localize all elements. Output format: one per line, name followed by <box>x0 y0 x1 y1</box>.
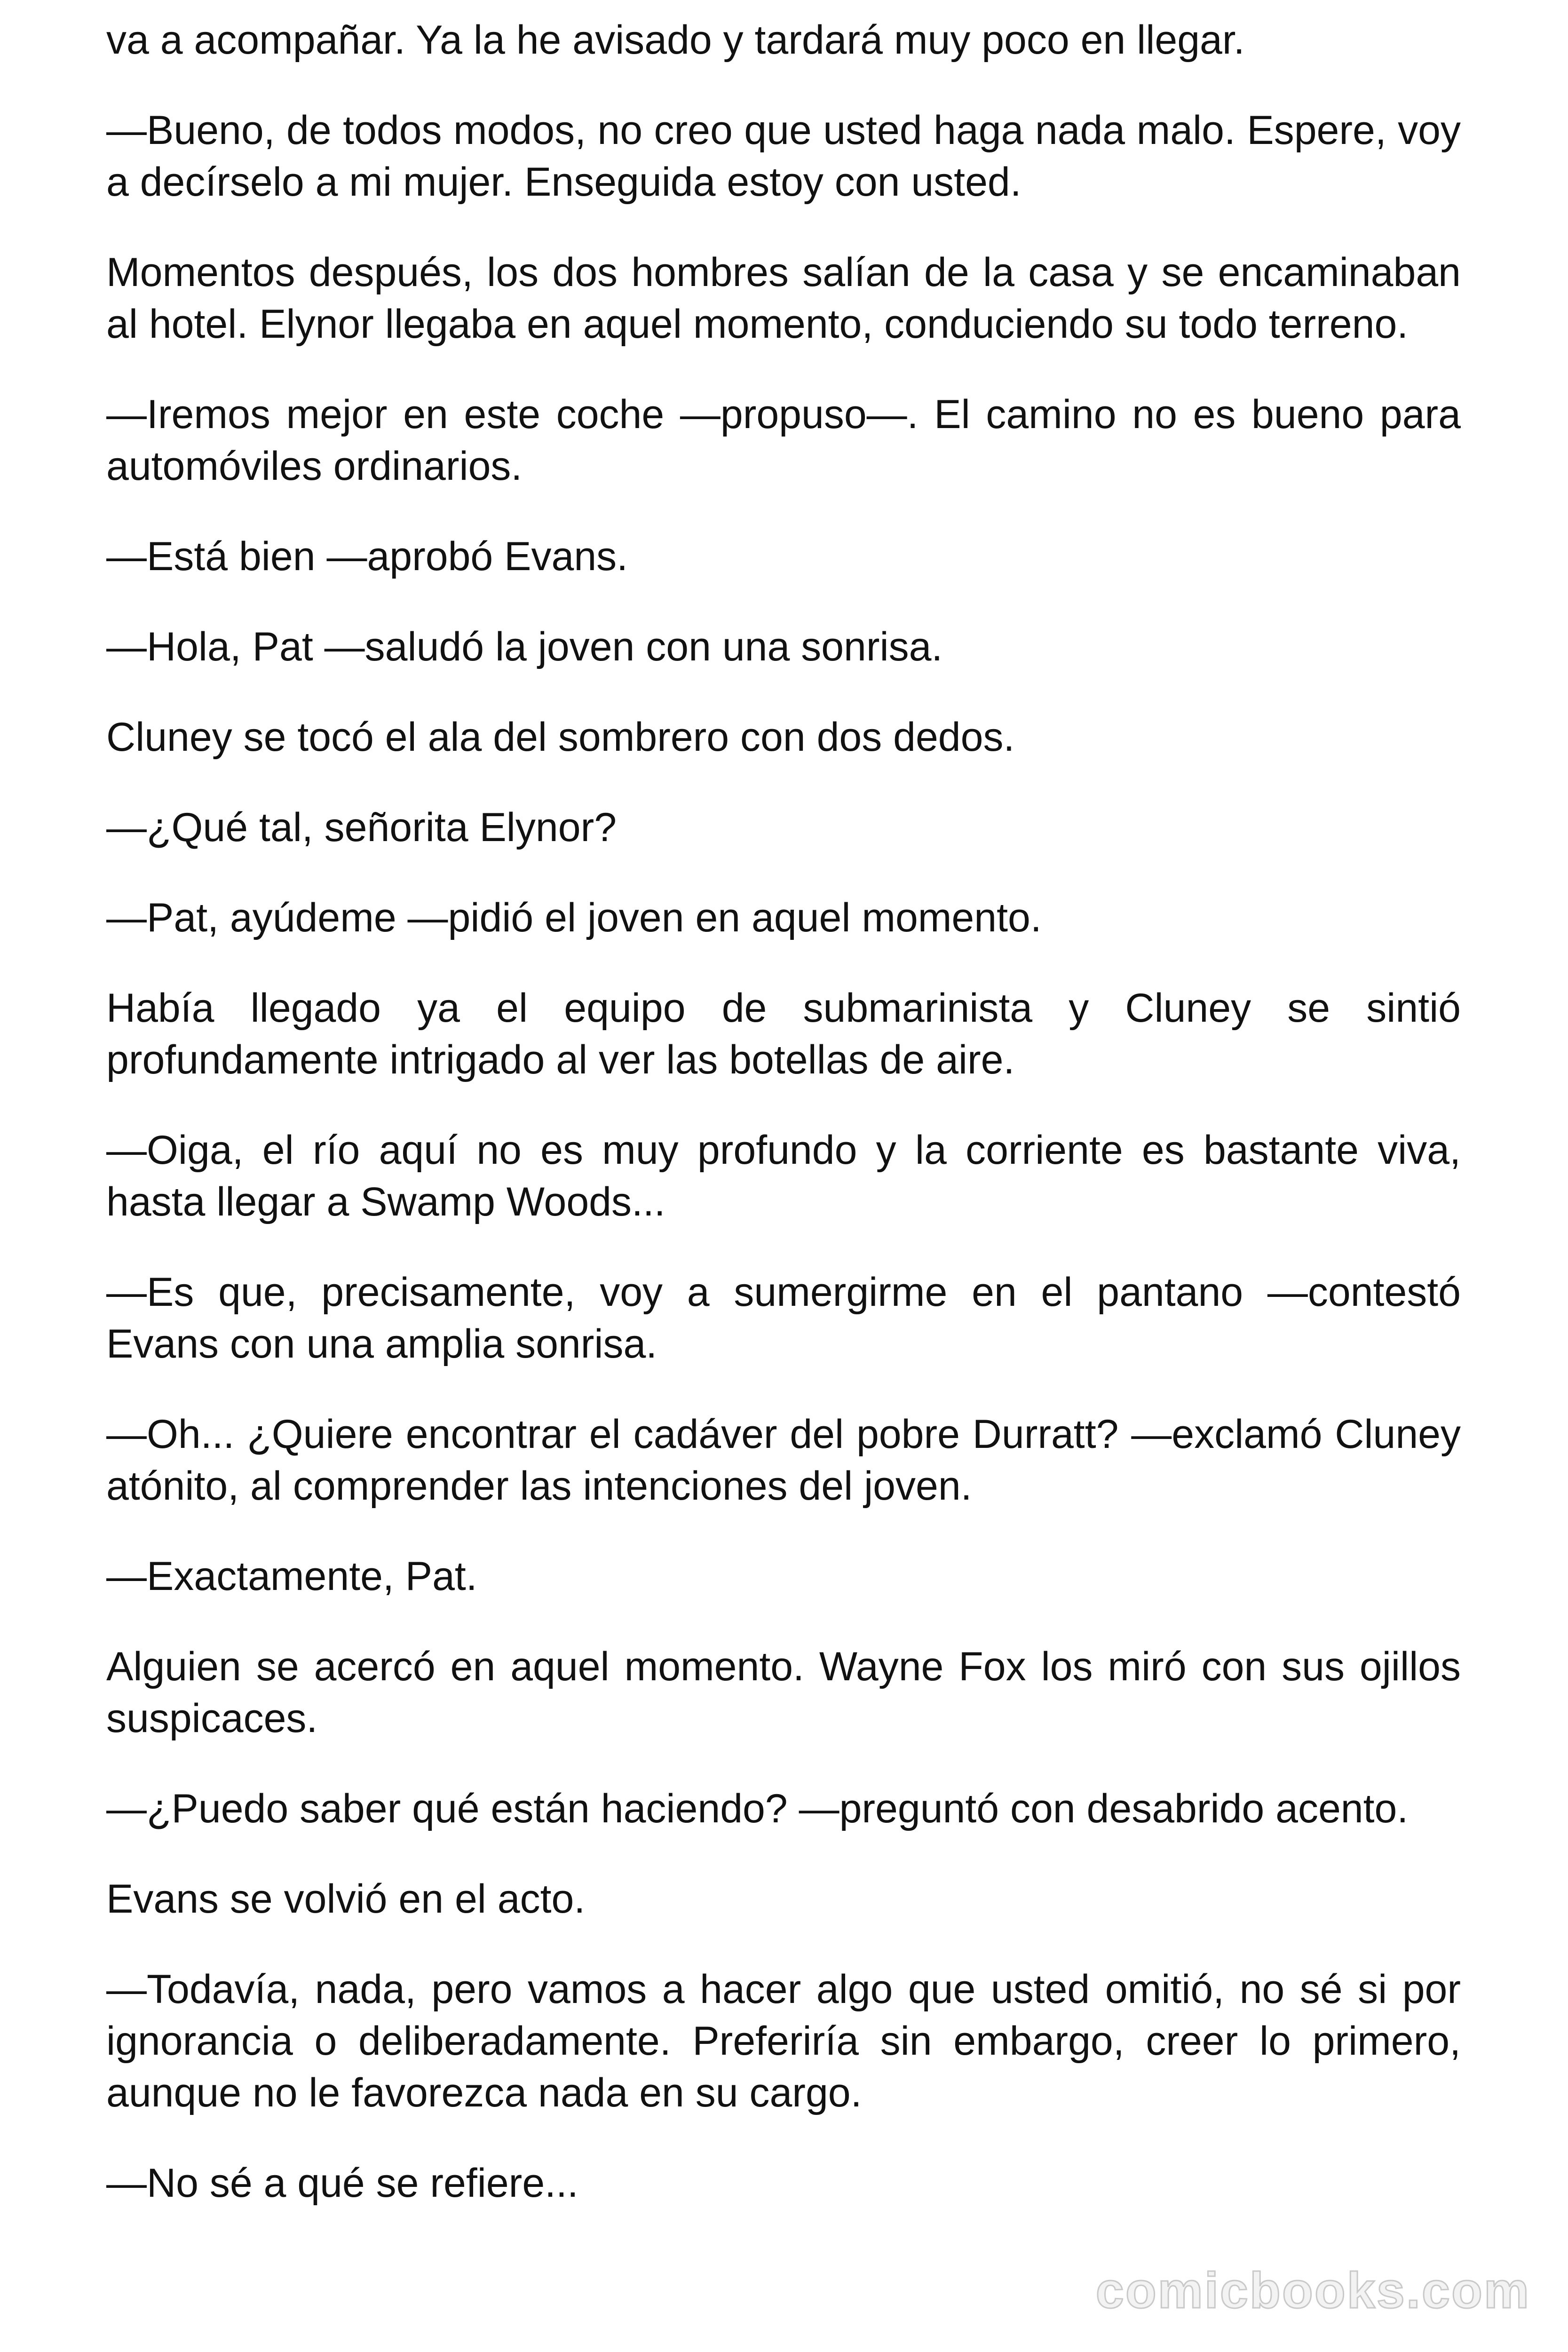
paragraph-18: —Todavía, nada, pero vamos a hacer algo que usted omitió, no sé si por ignorancia o deliberadamente. Preferiría sin embargo, creer lo primero, aunque no le favorezca nada en su cargo. <box>106 1967 1461 2115</box>
paragraph-10: Había llegado ya el equipo de submarinista y Cluney se sintió profundamente intrigado al ver las botellas de aire. <box>106 985 1461 1082</box>
paragraph-15: Alguien se acercó en aquel momento. Wayne Fox los miró con sus ojillos suspicaces. <box>106 1644 1461 1741</box>
paragraph-16: —¿Puedo saber qué están haciendo? —preguntó con desabrido acento. <box>106 1786 1409 1831</box>
paragraph-5: —Está bien —aprobó Evans. <box>106 534 628 579</box>
paragraph-13: —Oh... ¿Quiere encontrar el cadáver del pobre Durratt? —exclamó Cluney atónito, al comprender las intenciones del joven. <box>106 1412 1461 1509</box>
paragraph-17: Evans se volvió en el acto. <box>106 1876 586 1922</box>
paragraph-7: Cluney se tocó el ala del sombrero con dos dedos. <box>106 715 1015 760</box>
paragraph-19: —No sé a qué se refiere... <box>106 2161 578 2206</box>
paragraph-4: —Iremos mejor en este coche —propuso—. El camino no es bueno para automóviles ordinarios. <box>106 392 1461 489</box>
paragraph-9: —Pat, ayúdeme —pidió el joven en aquel momento. <box>106 895 1042 940</box>
paragraph-14: —Exactamente, Pat. <box>106 1554 477 1599</box>
paragraph-3: Momentos después, los dos hombres salían de la casa y se encaminaban al hotel. Elynor llegaba en aquel momento, conduciendo su todo terreno. <box>106 250 1461 347</box>
body-text <box>106 14 1461 2209</box>
paragraph-8: —¿Qué tal, señorita Elynor? <box>106 805 617 850</box>
paragraph-11: —Oiga, el río aquí no es muy profundo y la corriente es bastante viva, hasta llegar a Swamp Woods... <box>106 1128 1461 1224</box>
paragraph-6: —Hola, Pat —saludó la joven con una sonrisa. <box>106 624 943 669</box>
paragraph-12: —Es que, precisamente, voy a sumergirme en el pantano —contestó Evans con una amplia sonrisa. <box>106 1270 1461 1367</box>
watermark: comicbooks.com <box>1095 2262 1530 2319</box>
paragraph-1: va a acompañar. Ya la he avisado y tardará muy poco en llegar. <box>106 17 1245 63</box>
paragraph-2: —Bueno, de todos modos, no creo que usted haga nada malo. Espere, voy a decírselo a mi mujer. Enseguida estoy con usted. <box>106 108 1461 205</box>
